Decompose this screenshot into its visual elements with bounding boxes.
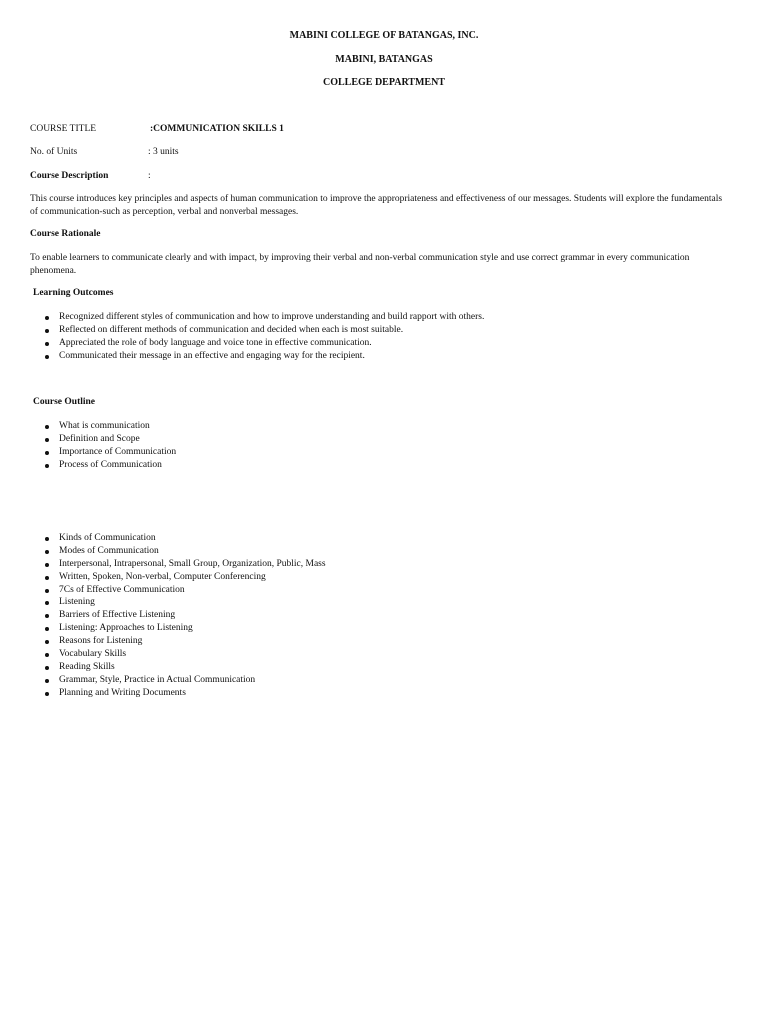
course-title-label: COURSE TITLE	[30, 124, 97, 134]
list-item: Reflected on different methods of communication and decided when each is most suitable.	[30, 324, 730, 337]
bullet-icon	[45, 342, 49, 346]
list-item: Recognized different styles of communication and how to improve understanding and build rapport with others.	[30, 311, 730, 324]
bullet-icon	[45, 550, 49, 554]
institution-name: MABINI COLLEGE OF BATANGAS, INC.	[289, 30, 479, 41]
bullet-icon	[45, 692, 49, 696]
list-item: Definition and Scope	[30, 433, 730, 446]
list-item: Listening: Approaches to Listening	[30, 622, 730, 635]
list-item: Appreciated the role of body language and voice tone in effective communication.	[30, 337, 730, 350]
bullet-icon	[45, 679, 49, 683]
list-item: Kinds of Communication	[30, 532, 730, 545]
bullet-icon	[45, 576, 49, 580]
bullet-icon	[45, 601, 49, 605]
bullet-icon	[45, 425, 49, 429]
list-item: Reading Skills	[30, 661, 730, 674]
list-item: Planning and Writing Documents	[30, 687, 730, 700]
bullet-icon	[45, 563, 49, 567]
list-item: Grammar, Style, Practice in Actual Communication	[30, 674, 730, 687]
course-rationale-heading: Course Rationale	[30, 229, 101, 239]
list-item: Modes of Communication	[30, 545, 730, 558]
bullet-icon	[45, 464, 49, 468]
list-item: Importance of Communication	[30, 446, 730, 459]
department-name: COLLEGE DEPARTMENT	[323, 77, 445, 88]
course-description-heading: Course Description	[30, 171, 109, 181]
course-outline-list-part2	[30, 532, 730, 700]
units-value: : 3 units	[148, 147, 179, 157]
list-item: Interpersonal, Intrapersonal, Small Group, Organization, Public, Mass	[30, 558, 730, 571]
units-label: No. of Units	[30, 147, 78, 157]
list-item: Barriers of Effective Listening	[30, 609, 730, 622]
bullet-icon	[45, 329, 49, 333]
bullet-icon	[45, 537, 49, 541]
list-item: Written, Spoken, Non-verbal, Computer Conferencing	[30, 571, 730, 584]
list-item: Vocabulary Skills	[30, 648, 730, 661]
bullet-icon	[45, 451, 49, 455]
course-description-text: This course introduces key principles and aspects of human communication to improve the appropriateness and effectiveness of our messages. Students will explore the fundamentals of communication-such as perception, verbal and nonverbal messages.	[30, 194, 723, 217]
bullet-icon	[45, 316, 49, 320]
bullet-icon	[45, 666, 49, 670]
course-rationale-text: To enable learners to communicate clearly and with impact, by improving their verbal and non-verbal communication style and use correct grammar in every communication phenomena.	[30, 253, 690, 276]
course-description-colon: :	[148, 171, 151, 181]
list-item: What is communication	[30, 420, 730, 433]
bullet-icon	[45, 589, 49, 593]
bullet-icon	[45, 640, 49, 644]
learning-outcomes-list	[30, 311, 730, 363]
list-item: Listening	[30, 596, 730, 609]
list-item: Communicated their message in an effective and engaging way for the recipient.	[30, 350, 730, 363]
list-item: Process of Communication	[30, 459, 730, 472]
bullet-icon	[45, 355, 49, 359]
bullet-icon	[45, 614, 49, 618]
bullet-icon	[45, 438, 49, 442]
bullet-icon	[45, 627, 49, 631]
course-title-value: :COMMUNICATION SKILLS 1	[150, 124, 284, 134]
course-outline-list-part1	[30, 420, 730, 472]
learning-outcomes-heading: Learning Outcomes	[33, 288, 114, 298]
institution-location: MABINI, BATANGAS	[335, 54, 433, 65]
list-item: 7Cs of Effective Communication	[30, 584, 730, 597]
list-item: Reasons for Listening	[30, 635, 730, 648]
course-outline-heading: Course Outline	[33, 397, 96, 407]
bullet-icon	[45, 653, 49, 657]
